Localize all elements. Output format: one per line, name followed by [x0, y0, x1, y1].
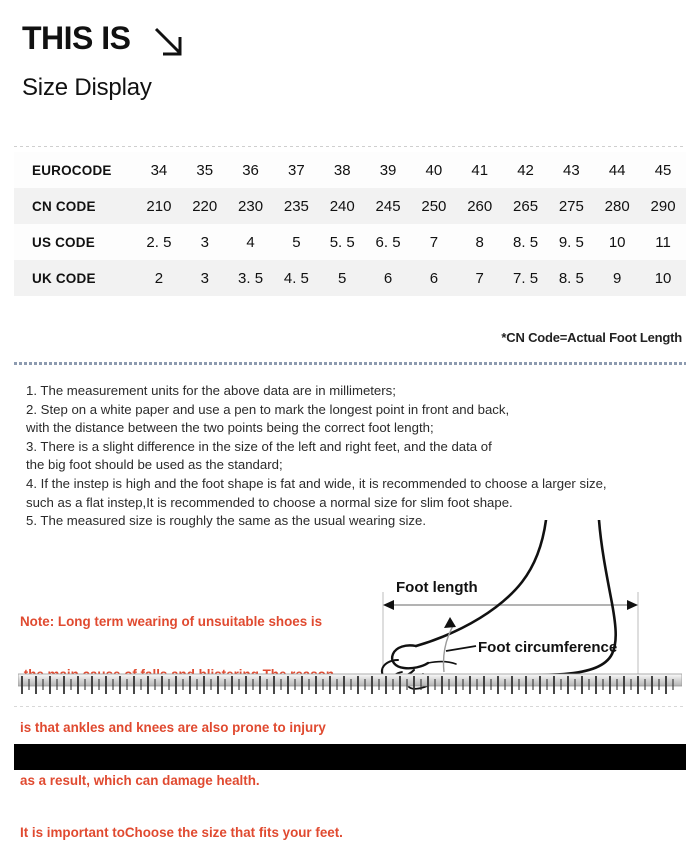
table-cell: 290	[650, 197, 676, 215]
table-cell: 45	[654, 161, 672, 179]
note-line-4: as a result, which can damage health.	[20, 772, 260, 788]
table-cell: 3	[200, 269, 209, 287]
table-cell: 260	[467, 197, 493, 215]
table-cell: 6. 5	[375, 233, 401, 251]
row-label: US CODE	[32, 234, 95, 250]
table-cell: 5	[338, 269, 347, 287]
table-cell: 265	[513, 197, 539, 215]
table-row	[14, 224, 686, 260]
instruction-line-4: 3. There is a slight difference in the size of the left and right feet, and the data of	[26, 438, 492, 454]
table-cell: 210	[146, 197, 172, 215]
instructions-block	[26, 382, 674, 531]
instruction-line-7: such as a flat instep,It is recommended to choose a normal size for slim foot shape.	[26, 494, 513, 510]
table-cell: 2. 5	[146, 233, 172, 251]
arrow-down-right-icon	[153, 26, 189, 65]
table-cell: 5. 5	[329, 233, 355, 251]
instruction-line-6: 4. If the instep is high and the foot shape is fat and wide, it is recommended to choose a larger size,	[26, 475, 607, 491]
table-row	[14, 152, 686, 188]
table-cell: 250	[421, 197, 447, 215]
table-cell: 7	[475, 269, 484, 287]
table-cell: 37	[288, 161, 305, 179]
table-cell: 6	[383, 269, 393, 287]
foot-circumference-label: Foot circumference	[478, 639, 618, 656]
table-cell: 230	[238, 197, 264, 215]
ruler-graphic	[18, 672, 682, 698]
divider-top	[14, 146, 686, 148]
bottom-black-bar	[14, 744, 686, 770]
size-chart-table	[14, 152, 686, 296]
table-cell: 280	[604, 197, 630, 215]
table-cell: 35	[196, 161, 214, 179]
table-footnote: *CN Code=Actual Foot Length	[501, 330, 682, 345]
size-chart-body	[14, 152, 686, 296]
table-cell: 240	[329, 197, 355, 215]
table-cell: 275	[558, 197, 584, 215]
instruction-line-5: the big foot should be used as the standard;	[26, 457, 283, 473]
table-cell: 9. 5	[558, 233, 584, 251]
table-row	[14, 188, 686, 224]
table-cell: 8. 5	[558, 269, 584, 287]
table-cell: 9	[613, 269, 622, 287]
table-cell: 34	[150, 161, 168, 179]
table-cell: 8	[475, 233, 484, 251]
table-cell: 6	[429, 269, 439, 287]
table-cell: 39	[379, 161, 397, 179]
table-cell: 235	[283, 197, 309, 215]
table-cell: 10	[654, 269, 672, 287]
instruction-line-3: with the distance between the two points being the correct foot length;	[26, 420, 434, 436]
table-cell: 2	[154, 269, 164, 287]
title-row	[22, 22, 422, 65]
table-cell: 4. 5	[283, 269, 309, 287]
note-line-1: Note: Long term wearing of unsuitable shoes is	[20, 614, 323, 630]
foot-diagram	[350, 520, 700, 695]
foot-length-label: Foot length	[396, 579, 478, 596]
table-cell: 5	[292, 233, 301, 251]
table-cell: 10	[608, 233, 626, 251]
row-label: EUROCODE	[32, 162, 112, 178]
instruction-line-2: 2. Step on a white paper and use a pen to mark the longest point in front and back,	[26, 401, 510, 417]
instruction-line-8: 5. The measured size is roughly the same as the usual wearing size.	[26, 513, 426, 529]
table-row	[14, 260, 686, 296]
row-label: CN CODE	[32, 198, 96, 214]
table-cell: 41	[471, 161, 489, 179]
table-cell: 3. 5	[238, 269, 264, 287]
note-line-5: It is important toChoose the size that fits your feet.	[20, 825, 343, 841]
table-cell: 3	[200, 233, 209, 251]
divider-middle	[14, 362, 686, 365]
page-header	[22, 22, 422, 101]
table-cell: 38	[333, 161, 351, 179]
instruction-line-1: 1. The measurement units for the above data are in millimeters;	[26, 383, 396, 398]
note-line-3: is that ankles and knees are also prone to injury	[20, 719, 326, 735]
table-cell: 7. 5	[513, 269, 539, 287]
table-cell: 43	[563, 161, 580, 179]
page-subtitle: Size Display	[22, 74, 152, 101]
warning-note	[20, 578, 395, 860]
table-cell: 44	[608, 161, 626, 179]
table-cell: 4	[246, 233, 255, 251]
page-title: THIS IS	[22, 20, 131, 56]
table-cell: 7	[429, 233, 439, 251]
row-label: UK CODE	[32, 270, 96, 286]
table-cell: 40	[425, 161, 443, 179]
table-cell: 42	[517, 161, 534, 179]
table-cell: 36	[242, 161, 259, 179]
table-cell: 8. 5	[513, 233, 539, 251]
table-cell: 220	[192, 197, 218, 215]
table-cell: 11	[655, 233, 671, 251]
table-cell: 245	[375, 197, 401, 215]
